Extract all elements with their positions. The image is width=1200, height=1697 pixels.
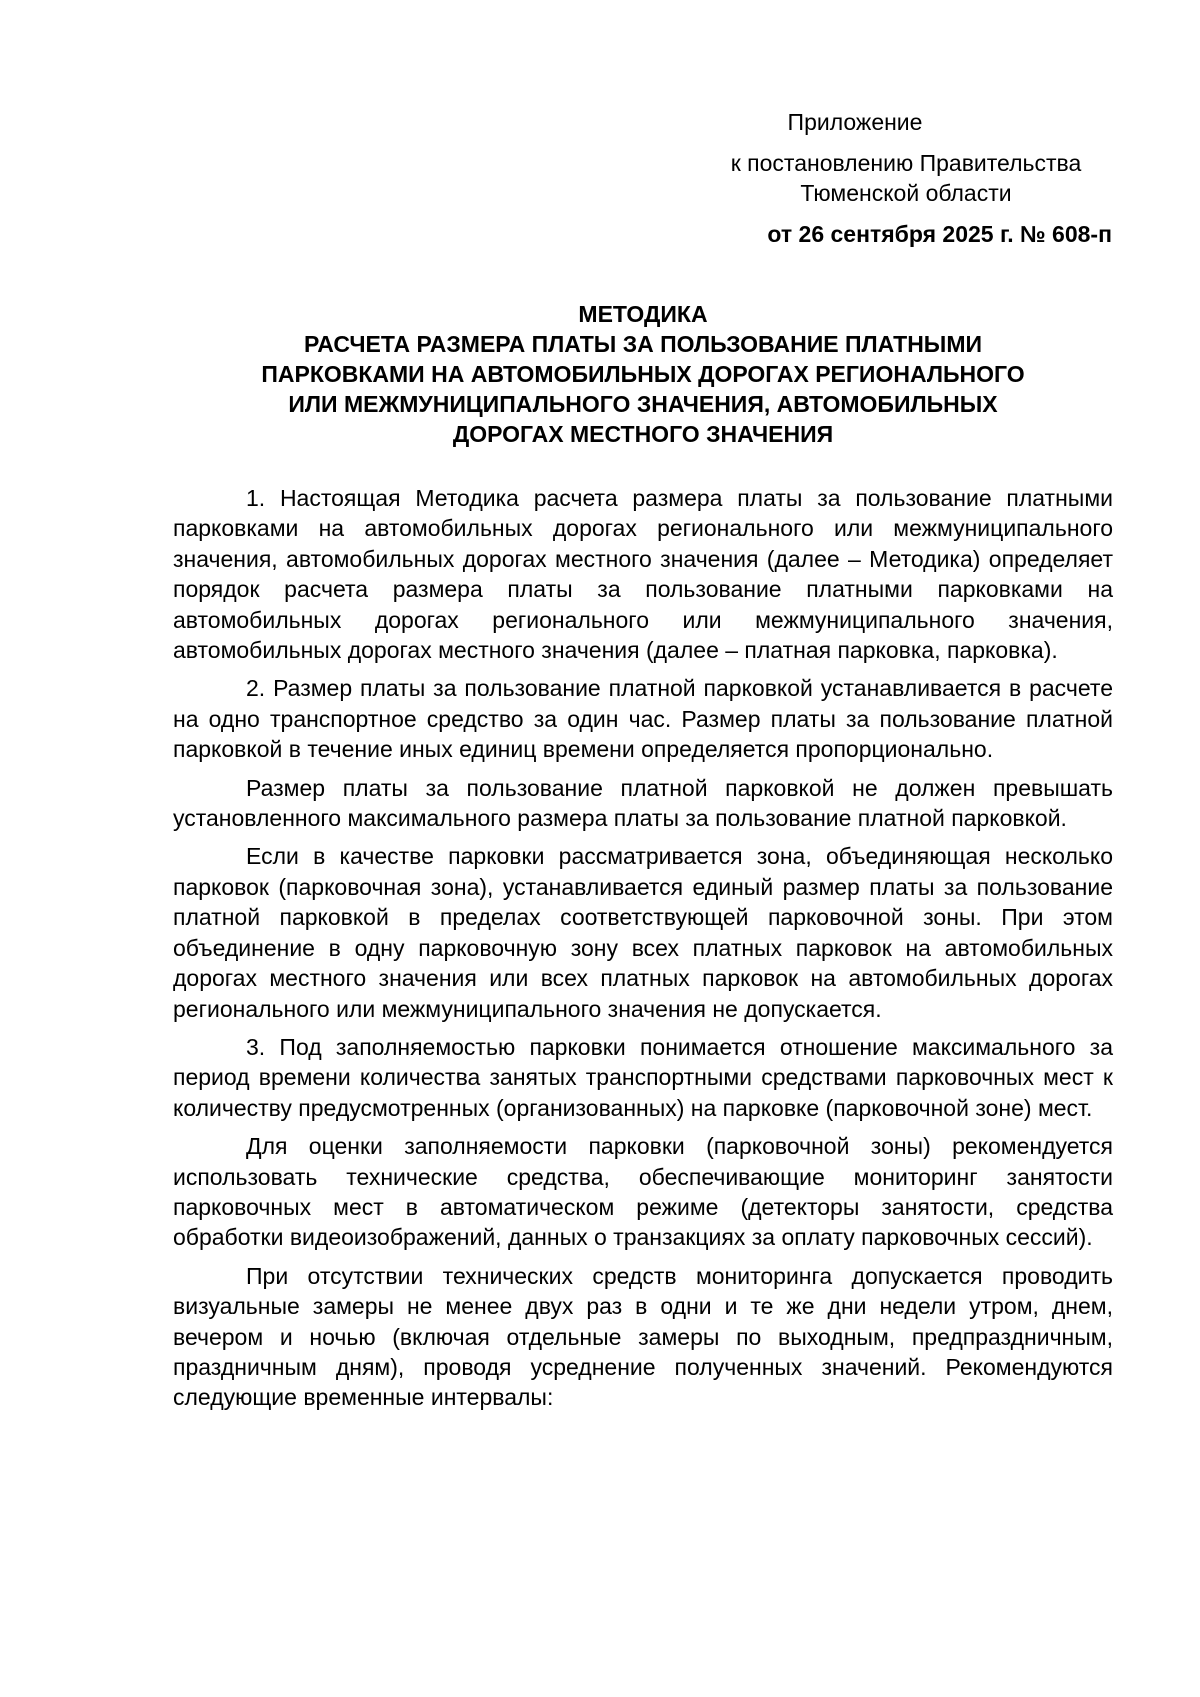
document-title — [173, 299, 1113, 449]
paragraph-2: 2. Размер платы за пользование платной парковкой устанавливается в расчете на одно транспортное средство за один час. Размер платы за пользование платной парковкой в течение иных единиц времени определяется пропорционально. — [173, 675, 1113, 763]
title-line-1: МЕТОДИКА — [578, 301, 708, 327]
paragraph-4: Если в качестве парковки рассматривается зона, объединяющая несколько парковок (парковочная зона), устанавливается единый размер платы за пользование платной парковкой в пределах соответствующей парковочной зоны. При этом объединение в одну парковочную зону всех платных парковок на автомобильных дорогах местного значения или всех платных парковок на автомобильных дорогах регионального или межмуниципального значения не допускается. — [173, 843, 1113, 1022]
title-line-4: ИЛИ МЕЖМУНИЦИПАЛЬНОГО ЗНАЧЕНИЯ, АВТОМОБИЛЬНЫХ — [288, 391, 998, 417]
paragraph-6: Для оценки заполняемости парковки (парковочной зоны) рекомендуется использовать технические средства, обеспечивающие мониторинг занятости парковочных мест в автоматическом режиме (детекторы занятости, средства обработки видеоизображений, данных о транзакциях за оплату парковочных сессий). — [173, 1133, 1113, 1251]
appendix-reference: к постановлению Правительства Тюменской области — [730, 150, 1082, 206]
title-line-2: РАСЧЕТА РАЗМЕРА ПЛАТЫ ЗА ПОЛЬЗОВАНИЕ ПЛАТНЫМИ — [303, 331, 983, 357]
title-line-5: ДОРОГАХ МЕСТНОГО ЗНАЧЕНИЯ — [452, 421, 834, 447]
appendix-date-number: от 26 сентября 2025 г. № 608-п — [767, 221, 1112, 247]
paragraph-1: 1. Настоящая Методика расчета размера платы за пользование платными парковками на автомобильных дорогах регионального или межмуниципального значения, автомобильных дорогах местного значения (далее – Методика) определяет порядок расчета размера платы за пользование платными парковками на автомобильных дорогах регионального или межмуниципального значения, автомобильных дорогах местного значения (далее – платная парковка, парковка). — [173, 485, 1113, 664]
document-body — [173, 483, 1113, 1421]
paragraph-5: 3. Под заполняемостью парковки понимается отношение максимального за период времени количества занятых транспортными средствами парковочных мест к количеству предусмотренных (организованных) на парковке (парковочной зоне) мест. — [173, 1033, 1113, 1121]
paragraph-7: При отсутствии технических средств мониторинга допускается проводить визуальные замеры не менее двух раз в одни и те же дни недели утром, днем, вечером и ночью (включая отдельные замеры по выходным, предпраздничным, праздничным дням), проводя усреднение полученных значений. Рекомендуются следующие временные интервалы: — [173, 1262, 1113, 1411]
paragraph-3: Размер платы за пользование платной парковкой не должен превышать установленного максимального размера платы за пользование платной парковкой. — [173, 774, 1113, 832]
title-line-3: ПАРКОВКАМИ НА АВТОМОБИЛЬНЫХ ДОРОГАХ РЕГИОНАЛЬНОГО — [261, 361, 1025, 387]
appendix-title: Приложение — [787, 109, 923, 135]
